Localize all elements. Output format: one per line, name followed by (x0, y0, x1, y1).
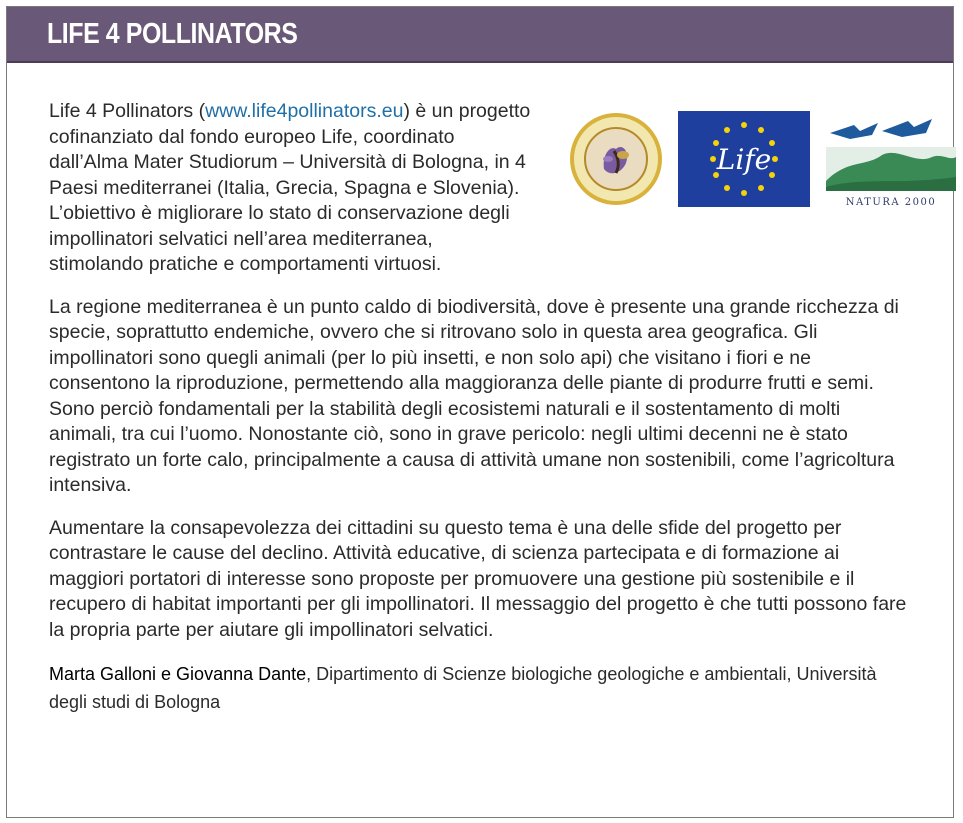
info-box (6, 6, 954, 818)
intro-prefix: Life 4 Pollinators ( (49, 100, 206, 122)
project-website-link[interactable]: www.life4pollinators.eu (205, 100, 404, 122)
header-bar (7, 7, 953, 63)
life4pollinators-seal-logo (568, 111, 664, 207)
header-title: LIFE 4 POLLINATORS (47, 18, 298, 50)
body-paragraph-1: La regione mediterranea è un punto caldo di biodiversità, dove è presente una grande ricchezza di specie, soprattutto endemiche, ovvero che si ritrovano solo in questa area geografica. Gli impollinatori sono quegli animali (per lo più insetti, e non solo api) che visitano i fiori e ne consentono la riproduzione, permettendo alla maggioranza delle piante di produrre frutti e semi. Sono perciò fondamentali per la stabilità degli ecosistemi naturali e il sostentamento di molti animali, tra cui l’uomo. Nonostante ciò, sono in grave pericolo: negli ultimi decenni ne è stato registrato un forte calo, principalmente a causa di attività umane non sostenibili, come l’agricoltura intensiva. (49, 295, 899, 496)
eu-life-logo (678, 111, 810, 207)
life-logo-text: Life (716, 143, 772, 176)
body-paragraph-2: Aumentare la consapevolezza dei cittadini su questo tema è una delle sfide del progetto per contrastare le cause del declino. Attività educative, di scienza partecipata e di formazione ai maggiori portatori di interesse sono proposte per promuovere una gestione più sostenibile e il recupero di habitat importanti per gli impollinatori. Il messaggio del progetto è che tutti possono fare la propria parte per aiutare gli impollinatori selvatici. (49, 516, 907, 641)
author-credit (49, 660, 909, 716)
natura-logo-text: NATURA 2000 (845, 197, 937, 207)
logo-strip (546, 99, 951, 239)
natura-2000-logo (820, 111, 962, 207)
content (49, 99, 937, 716)
intro-text: ) è un progetto cofinanziato dal fondo europeo Life, coordinato dall’Alma Mater Studiorum – Università di Bologna, in 4 Paesi mediterranei (Italia, Grecia, Spagna e Slovenia). L’obiettivo è migliorare lo stato di conservazione degli impollinatori selvatici nell’area mediterranea, stimolando pratiche e comportamenti virtuosi. (49, 100, 531, 275)
author-affiliation: , Dipartimento di Scienze biologiche geologiche e ambientali, Università degli studi di Bologna (49, 664, 877, 712)
author-names: Marta Galloni e Giovanna Dante (49, 664, 307, 684)
